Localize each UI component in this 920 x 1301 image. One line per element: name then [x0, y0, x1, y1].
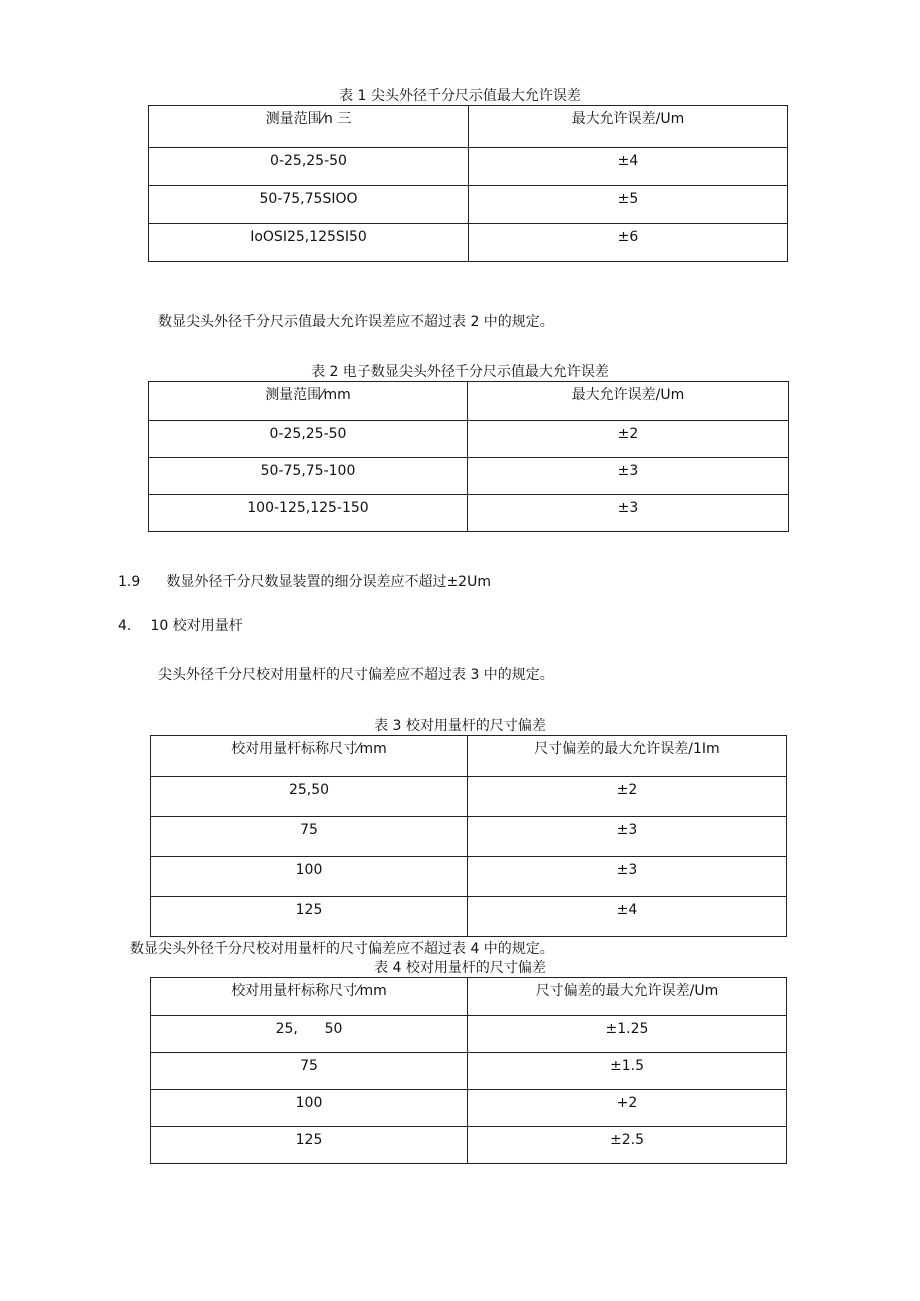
table-cell: 75	[151, 1053, 468, 1090]
paragraph: 数显尖头外径千分尺校对用量杆的尺寸偏差应不超过表 4 中的规定。	[130, 941, 554, 957]
table-cell: ±3	[468, 495, 789, 532]
table-header-cell: 校对用量杆标称尺寸⁄mm	[151, 978, 468, 1016]
table-row	[149, 495, 789, 532]
table-cell: ±3	[468, 857, 787, 897]
table-header-cell: 测量范围⁄mm	[149, 382, 468, 421]
table-header-cell: 尺寸偏差的最大允许误差/Um	[468, 978, 787, 1016]
table-cell: 0-25,25-50	[149, 421, 468, 458]
section-text: 数显外径千分尺数显装置的细分误差应不超过±2Um	[166, 574, 491, 590]
table1-caption: 表 1 尖头外径千分尺示值最大允许误差	[339, 88, 581, 104]
table1	[148, 105, 788, 262]
table4	[150, 977, 787, 1164]
table-cell: ±4	[469, 148, 788, 186]
table-row	[151, 1127, 787, 1164]
table-row	[149, 421, 789, 458]
table-row	[151, 817, 787, 857]
table-header-row	[151, 736, 787, 777]
table-header-cell: 最大允许误差/Um	[468, 382, 789, 421]
table-cell: ±2	[468, 777, 787, 817]
paragraph: 数显尖头外径千分尺示值最大允许误差应不超过表 2 中的规定。	[158, 314, 554, 330]
table-row	[149, 148, 788, 186]
section-text: 10 校对用量杆	[150, 618, 243, 634]
section-item-1-9	[118, 573, 491, 591]
table-row	[149, 458, 789, 495]
table-cell: ±3	[468, 458, 789, 495]
section-number: 4.	[118, 618, 132, 634]
table-cell: ±1.25	[468, 1016, 787, 1053]
table-header-cell: 最大允许误差/Um	[469, 106, 788, 148]
table-header-cell: 校对用量杆标称尺寸⁄mm	[151, 736, 468, 777]
table3-caption: 表 3 校对用量杆的尺寸偏差	[374, 718, 546, 734]
table-header-row	[149, 106, 788, 148]
table-cell: +2	[468, 1090, 787, 1127]
section-item-4-10	[118, 617, 243, 635]
table-cell: 125	[151, 1127, 468, 1164]
table-cell: 125	[151, 897, 468, 937]
table-row	[151, 1090, 787, 1127]
table2-caption: 表 2 电子数显尖头外径千分尺示值最大允许误差	[311, 364, 609, 380]
table-header-cell: 尺寸偏差的最大允许误差/1Im	[468, 736, 787, 777]
table-row	[151, 897, 787, 937]
table-header-row	[151, 978, 787, 1016]
table-cell: 75	[151, 817, 468, 857]
table-cell: ±5	[469, 186, 788, 224]
table4-caption: 表 4 校对用量杆的尺寸偏差	[374, 960, 546, 976]
table-row	[151, 777, 787, 817]
table-cell: 25,50	[151, 777, 468, 817]
table3	[150, 735, 787, 937]
table-header-row	[149, 382, 789, 421]
table-cell: 50-75,75-100	[149, 458, 468, 495]
table-cell: ±2.5	[468, 1127, 787, 1164]
table-row	[151, 1053, 787, 1090]
table-row	[151, 857, 787, 897]
table-cell: ±1.5	[468, 1053, 787, 1090]
table-row	[149, 186, 788, 224]
paragraph: 尖头外径千分尺校对用量杆的尺寸偏差应不超过表 3 中的规定。	[158, 667, 554, 683]
table-cell: ±2	[468, 421, 789, 458]
table-cell: ±3	[468, 817, 787, 857]
table-row	[151, 1016, 787, 1053]
table-header-cell: 测量范围⁄n 三	[149, 106, 469, 148]
table-row	[149, 224, 788, 262]
section-number: 1.9	[118, 574, 141, 590]
table-cell: 25, 50	[151, 1016, 468, 1053]
table-cell: 100	[151, 857, 468, 897]
table-cell: 50-75,75SIOO	[149, 186, 469, 224]
table-cell: IoOSI25,125SI50	[149, 224, 469, 262]
table2	[148, 381, 789, 532]
table-cell: 100	[151, 1090, 468, 1127]
table-cell: ±6	[469, 224, 788, 262]
table-cell: ±4	[468, 897, 787, 937]
table-cell: 100-125,125-150	[149, 495, 468, 532]
table-cell: 0-25,25-50	[149, 148, 469, 186]
